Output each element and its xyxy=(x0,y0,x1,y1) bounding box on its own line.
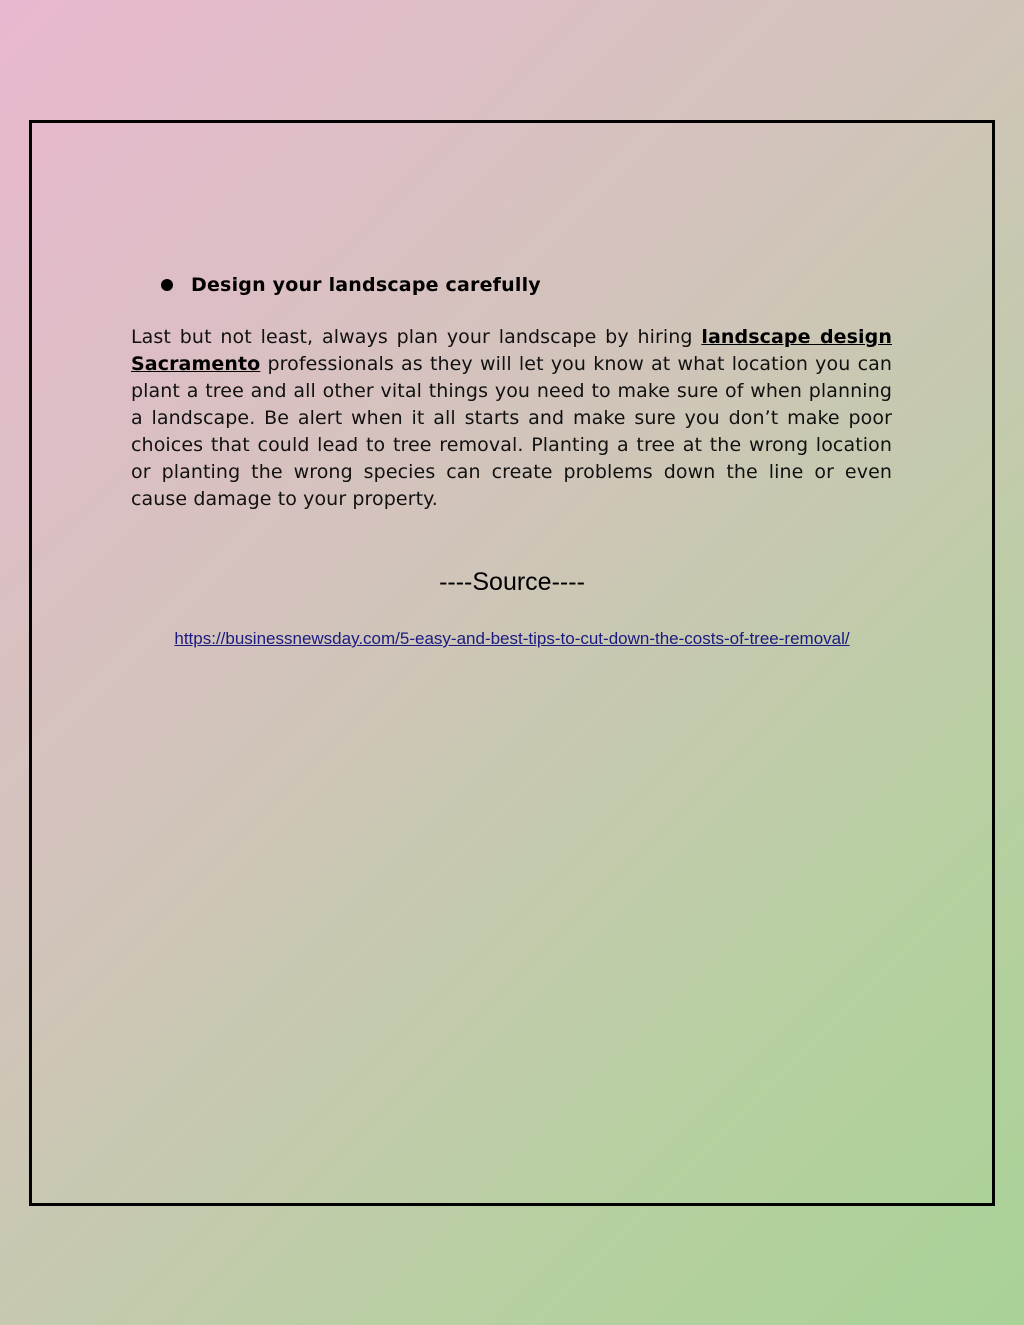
section-heading-row xyxy=(161,274,541,296)
body-paragraph xyxy=(131,324,892,513)
section-heading: Design your landscape carefully xyxy=(191,274,541,296)
source-heading: ----Source---- xyxy=(439,568,585,596)
paragraph-text-end: professionals as they will let you know at what location you can plant a tree and all other vital things you need to make sure of when planning a landscape. Be alert when it all starts and make sure you don’t make poor choices that could lead to tree removal. Planting a tree at the wrong location or planting the wrong species can create problems down the line or even cause damage to your property. xyxy=(131,353,892,510)
source-url-container xyxy=(0,629,1024,649)
paragraph-text-start: Last but not least, always plan your landscape by hiring xyxy=(131,326,702,348)
bullet-icon xyxy=(161,279,173,291)
source-url-link[interactable]: https://businessnewsday.com/5-easy-and-best-tips-to-cut-down-the-costs-of-tree-removal/ xyxy=(174,629,850,648)
landscape-design-link[interactable]: landscape design Sacramento xyxy=(131,326,892,375)
